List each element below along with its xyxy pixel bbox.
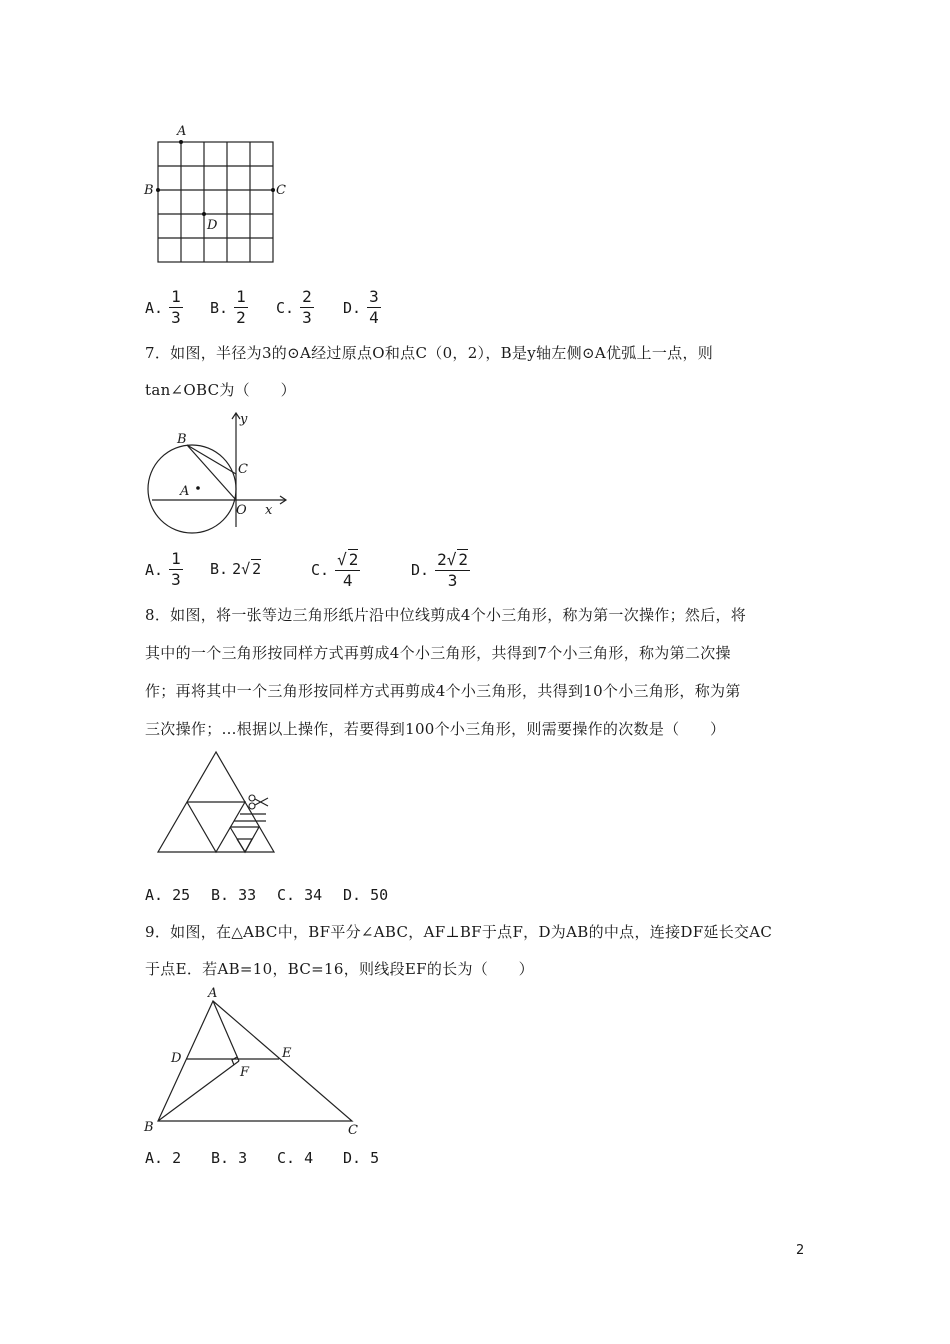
q6-option-a[interactable]: A. $\frac{1}{3}$ — [145, 287, 181, 327]
tri-label-f: F — [240, 1065, 250, 1080]
tri-label-d: D — [171, 1051, 182, 1066]
q8-text-line3: 作；再将其中一个三角形按同样方式再剪成4个小三角形，共得到10个小三角形，称为第 — [145, 682, 741, 700]
q6-grid-figure — [140, 124, 300, 270]
q7-option-b[interactable]: B. 2√ 2 — [210, 559, 262, 578]
q8-option-b[interactable]: B. 33 — [211, 886, 257, 904]
q9-option-c[interactable]: C. 4 — [277, 1149, 314, 1167]
q9-option-d[interactable]: D. 5 — [343, 1149, 380, 1167]
q7-circle-figure — [140, 405, 300, 535]
circle-label-o: O — [236, 503, 247, 518]
circle-label-x: x — [265, 503, 273, 518]
q9-option-a[interactable]: A. 2 — [145, 1149, 182, 1167]
page-number: 2 — [796, 1243, 805, 1258]
q9-option-b[interactable]: B. 3 — [211, 1149, 248, 1167]
q8-option-a[interactable]: A. 25 — [145, 886, 191, 904]
circle-label-a: A — [180, 484, 190, 499]
q8-text-line1: 8．如图，将一张等边三角形纸片沿中位线剪成4个小三角形，称为第一次操作；然后，将 — [145, 606, 747, 624]
tri-label-b: B — [144, 1120, 154, 1135]
q7-option-a[interactable]: A. $\frac{1}{3}$ — [145, 549, 181, 589]
circle-label-y: y — [240, 412, 248, 427]
grid-label-a: A — [177, 124, 187, 139]
scissors-icon — [249, 795, 268, 809]
tri-label-a: A — [208, 986, 218, 1001]
q8-triangle-figure — [148, 748, 288, 858]
q9-triangle-figure — [140, 985, 370, 1140]
q8-option-d[interactable]: D. 50 — [343, 886, 389, 904]
tri-label-e: E — [282, 1046, 292, 1061]
q7-text-line2: tan∠OBC为（ ） — [145, 381, 296, 399]
tri-label-c: C — [348, 1123, 358, 1138]
circle-label-c: C — [238, 462, 248, 477]
q6-option-c[interactable]: C. $\frac{2}{3}$ — [276, 287, 312, 327]
q8-option-c[interactable]: C. 34 — [277, 886, 323, 904]
grid-label-b: B — [144, 183, 154, 198]
q8-text-line4: 三次操作；…根据以上操作，若要得到100个小三角形，则需要操作的次数是（ ） — [145, 720, 726, 738]
q6-option-d[interactable]: D. $\frac{3}{4}$ — [343, 287, 379, 327]
q7-option-d[interactable]: D. $\frac{2√ 2}{3}$ — [411, 550, 468, 590]
grid-label-c: C — [276, 183, 286, 198]
q6-option-b[interactable]: B. $\frac{1}{2}$ — [210, 287, 246, 327]
q8-text-line2: 其中的一个三角形按同样方式再剪成4个小三角形，共得到7个小三角形，称为第二次操 — [145, 644, 731, 662]
q7-option-c[interactable]: C. $\frac{√ 2}{4}$ — [311, 550, 359, 590]
q9-text-line1: 9．如图，在△ABC中，BF平分∠ABC，AF⊥BF于点F，D为AB的中点，连接DF延长交AC — [145, 923, 773, 941]
q7-text-line1: 7．如图，半径为3的⊙A经过原点O和点C（0，2），B是y轴左侧⊙A优弧上一点，则 — [145, 344, 714, 362]
circle-label-b: B — [177, 432, 187, 447]
q9-text-line2: 于点E．若AB=10，BC=16，则线段EF的长为（ ） — [145, 960, 534, 978]
grid-label-d: D — [207, 218, 218, 233]
